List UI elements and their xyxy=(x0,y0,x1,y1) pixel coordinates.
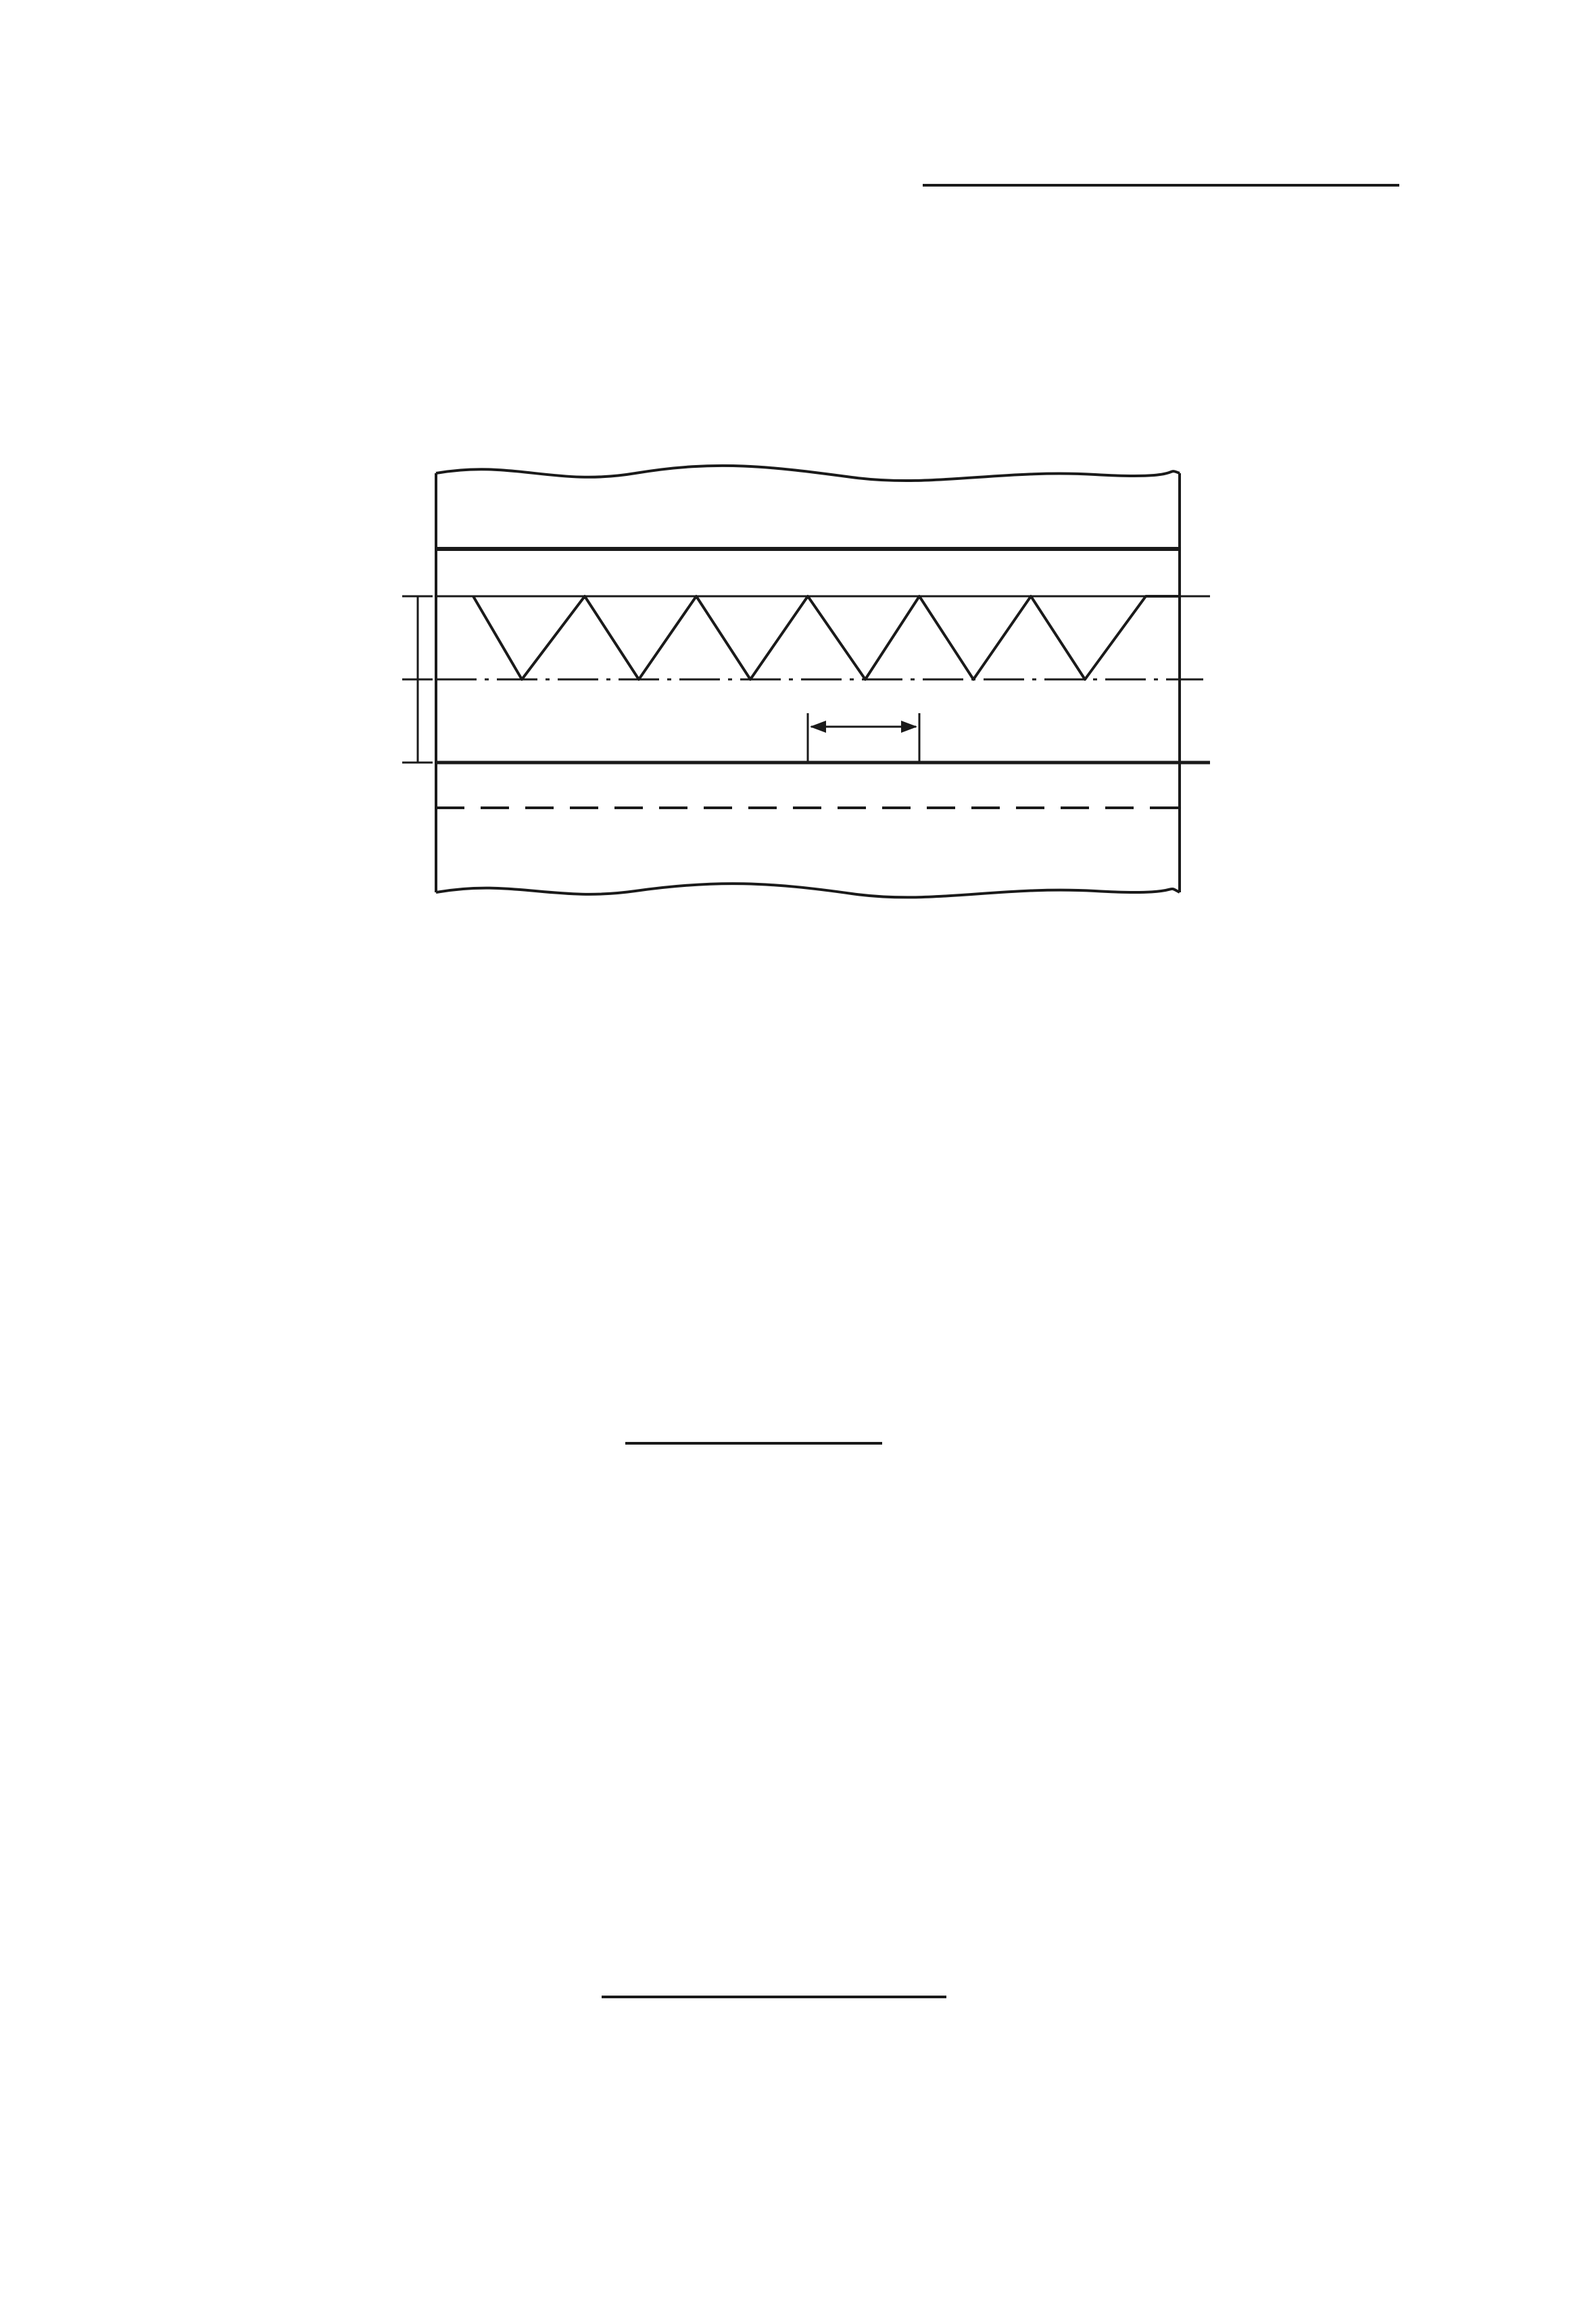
eq331-fraction-bar xyxy=(602,1996,946,1998)
eq330-fraction-bar xyxy=(625,1442,882,1445)
rivet-joint-figure xyxy=(0,0,1596,1055)
plate-top-edge xyxy=(436,466,1180,481)
plate-bottom-edge xyxy=(436,884,1180,897)
pitch-arrow-left xyxy=(810,721,826,733)
zigzag-section-line xyxy=(473,596,1180,679)
pitch-arrow-right xyxy=(901,721,917,733)
